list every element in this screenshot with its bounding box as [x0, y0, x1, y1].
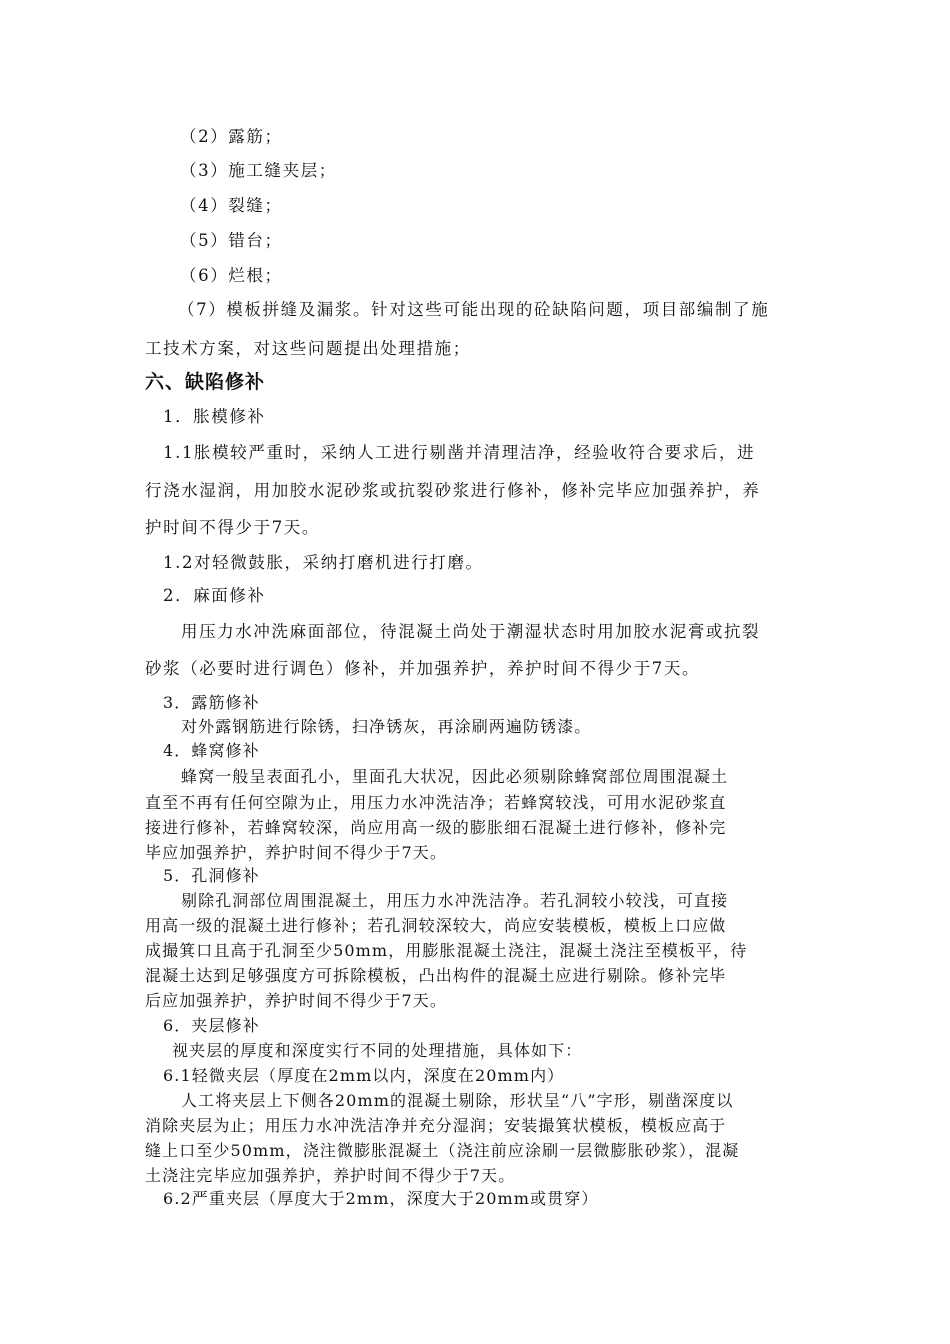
list-item: （7）模板拼缝及漏浆。针对这些可能出现的砼缺陷问题，项目部编制了施	[178, 300, 770, 319]
paragraph-line: 用高一级的混凝土进行修补；若孔洞较深较大，尚应安装模板，模板上口应做	[145, 916, 727, 935]
subsection-title: 3．露筋修补	[163, 693, 260, 712]
paragraph-line: 1.1胀模较严重时，采纳人工进行剔凿并清理洁净，经验收符合要求后，进	[163, 443, 756, 462]
subsection-title: 5．孔洞修补	[163, 866, 260, 885]
list-item: （4）裂缝；	[180, 196, 283, 215]
subsection-title: 1．胀模修补	[163, 407, 266, 426]
paragraph-line: 用压力水冲洗麻面部位，待混凝土尚处于潮湿状态时用加胶水泥膏或抗裂	[181, 622, 761, 641]
paragraph-line: 混凝土达到足够强度方可拆除模板，凸出构件的混凝土应进行剔除。修补完毕	[145, 966, 727, 985]
paragraph-line: 护时间不得少于7天。	[145, 518, 320, 537]
subsection-title: 2．麻面修补	[163, 586, 266, 605]
paragraph-line: 1.2对轻微鼓胀，采纳打磨机进行打磨。	[163, 553, 484, 572]
subsection-title: 4．蜂窝修补	[163, 741, 260, 760]
paragraph-line: 直至不再有任何空隙为止，用压力水冲洗洁净；若蜂窝较浅，可用水泥砂浆直	[145, 793, 727, 812]
list-item: （5）错台；	[180, 231, 283, 250]
list-item: （6）烂根；	[180, 266, 283, 285]
paragraph-line: 成撮箕口且高于孔洞至少50mm，用膨胀混凝土浇注，混凝土浇注至模板平，待	[145, 941, 748, 960]
paragraph-line: 后应加强养护，养护时间不得少于7天。	[145, 991, 447, 1010]
paragraph-line: 土浇注完毕应加强养护，养护时间不得少于7天。	[145, 1166, 516, 1185]
paragraph-line: 剔除孔洞部位周围混凝土，用压力水冲洗洁净。若孔洞较小较浅，可直接	[181, 891, 729, 910]
paragraph-line: 人工将夹层上下侧各20mm的混凝土剔除，形状呈“八”字形，剔凿深度以	[181, 1091, 734, 1110]
paragraph-line: 接进行修补，若蜂窝较深，尚应用高一级的膨胀细石混凝土进行修补，修补完	[145, 818, 727, 837]
list-item: （3）施工缝夹层；	[180, 161, 337, 180]
paragraph-line: 行浇水湿润，用加胶水泥砂浆或抗裂砂浆进行修补，修补完毕应加强养护，养	[145, 481, 761, 500]
subsubsection-title: 6.1轻微夹层（厚度在2mm以内，深度在20mm内）	[163, 1066, 565, 1085]
paragraph-line: 蜂窝一般呈表面孔小，里面孔大状况，因此必须剔除蜂窝部位周围混凝土	[181, 767, 729, 786]
section-heading: 六、缺陷修补	[145, 371, 266, 393]
paragraph-line: 缝上口至少50mm，浇注微膨胀混凝土（浇注前应涂刷一层微膨胀砂浆），混凝	[145, 1141, 740, 1160]
paragraph-line: 砂浆（必要时进行调色）修补，并加强养护，养护时间不得少于7天。	[145, 659, 701, 678]
paragraph-line: 工技术方案，对这些问题提出处理措施；	[145, 339, 471, 358]
subsubsection-title: 6.2严重夹层（厚度大于2mm，深度大于20mm或贯穿）	[163, 1189, 599, 1208]
paragraph-line: 视夹层的厚度和深度实行不同的处理措施，具体如下：	[172, 1041, 583, 1060]
paragraph-line: 对外露钢筋进行除锈，扫净锈灰，再涂刷两遍防锈漆。	[181, 717, 592, 736]
paragraph-line: 毕应加强养护，养护时间不得少于7天。	[145, 843, 447, 862]
paragraph-line: 消除夹层为止；用压力水冲洗洁净并充分湿润；安装撮箕状模板，模板应高于	[145, 1116, 727, 1135]
subsection-title: 6．夹层修补	[163, 1016, 260, 1035]
list-item: （2）露筋；	[180, 127, 283, 146]
